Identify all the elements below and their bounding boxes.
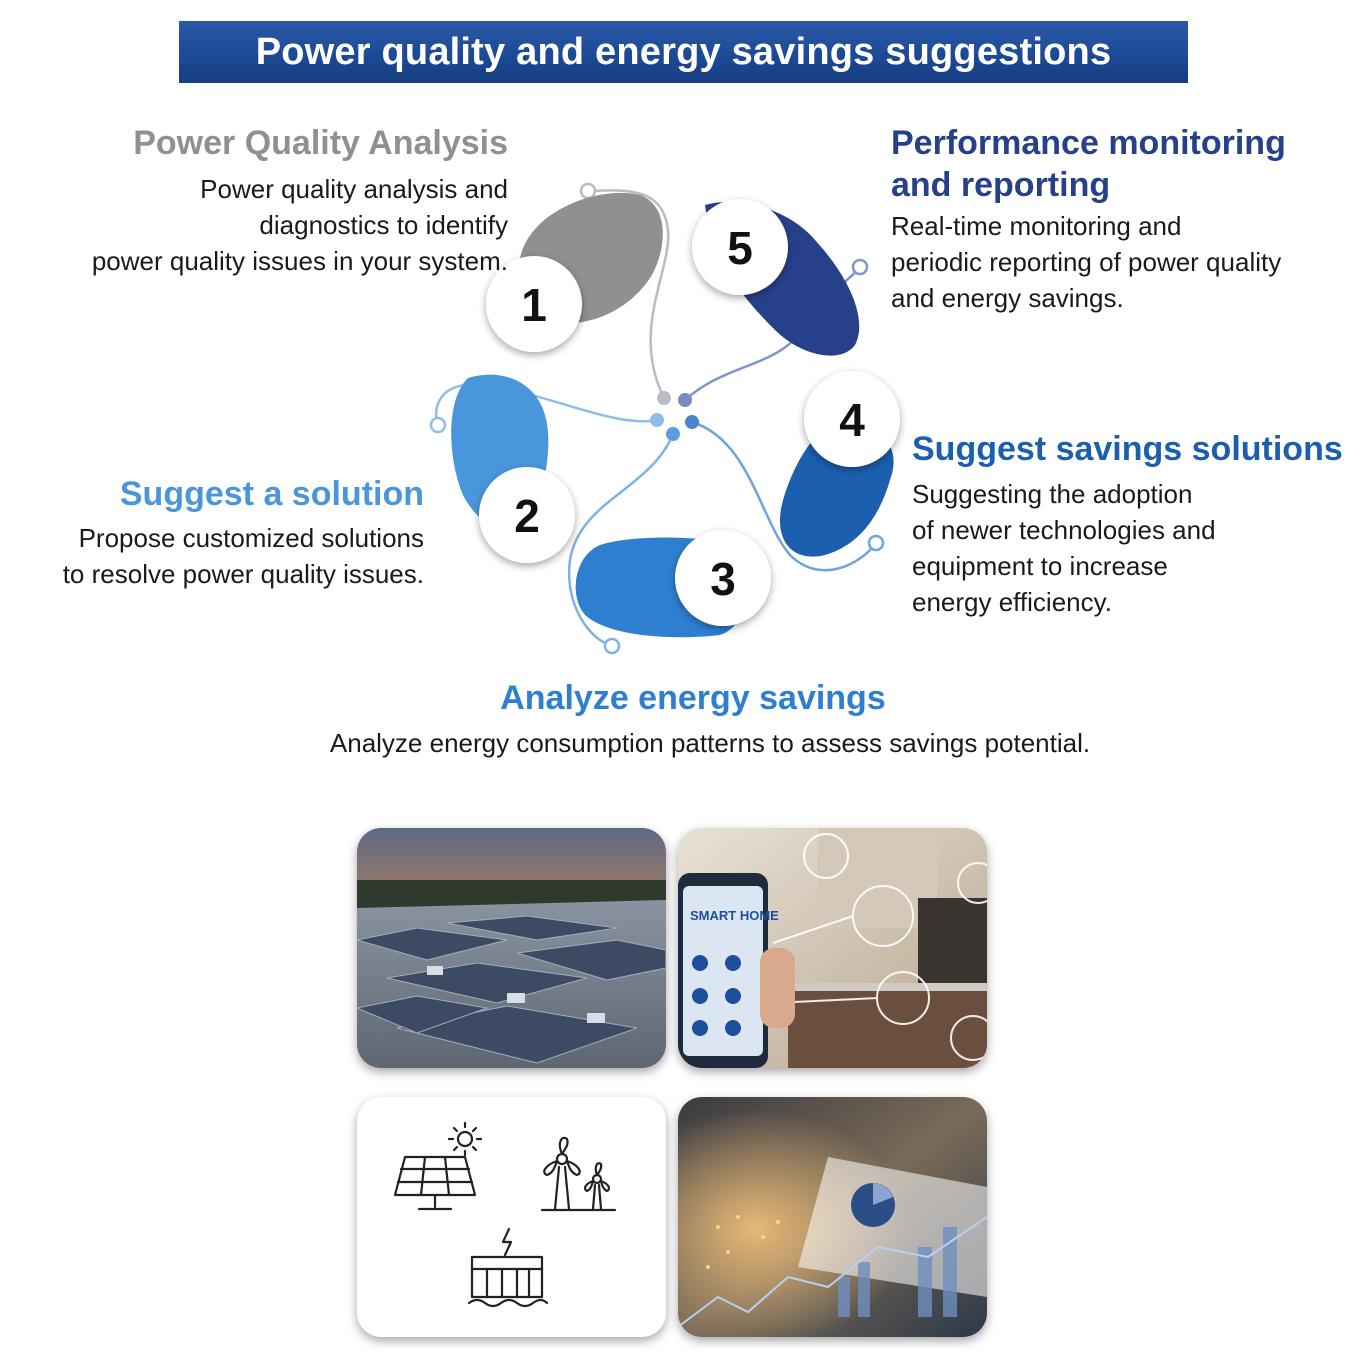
center-dot-5 [678,393,692,407]
step-number-1: 1 [521,279,547,331]
industrial-analytics-photo [678,1097,987,1337]
step-3-description: Analyze energy consumption patterns to assess savings potential. [329,728,1091,758]
step-1-description: Power quality analysis and diagnostics to identify power quality issues in your system. [91,174,508,276]
wind-turbine-icon [542,1138,615,1210]
center-dot-1 [657,391,671,405]
smart-home-photo [678,828,987,1068]
connector-end-1 [581,184,595,198]
renewable-icons-photo [357,1097,666,1337]
step-4-title: Suggest savings solutions [912,430,1343,468]
step-5-title: Performance monitoring and reporting [891,124,1286,204]
center-dot-2 [650,413,664,427]
page-title: Power quality and energy savings suggestions [255,30,1112,73]
step-2-title: Suggest a solution [119,475,424,513]
step-3-title: Analyze energy savings [500,679,886,717]
solar-panel-icon [395,1157,475,1209]
connector-end-2 [431,418,445,432]
phone-screen-label: SMART HOME [690,908,779,923]
step-1-title: Power Quality Analysis [133,124,508,162]
sun-icon [449,1123,481,1155]
connector-end-5 [853,260,867,274]
hydro-dam-icon [469,1229,547,1306]
step-number-5: 5 [727,222,753,274]
step-number-2: 2 [514,490,540,542]
step-number-3: 3 [710,553,736,605]
step-5-description: Real-time monitoring and periodic reporting of power quality and energy savings. [891,211,1282,313]
center-dot-4 [685,415,699,429]
connector-end-3 [605,639,619,653]
step-2-description: Propose customized solutions to resolve power quality issues. [62,523,424,589]
step-number-4: 4 [839,394,865,446]
solar-rooftop-photo [357,828,666,1068]
step-4-description: Suggesting the adoption of newer technologies and equipment to increase energy efficiency. [912,479,1216,617]
center-dot-3 [666,427,680,441]
connector-end-4 [869,536,883,550]
